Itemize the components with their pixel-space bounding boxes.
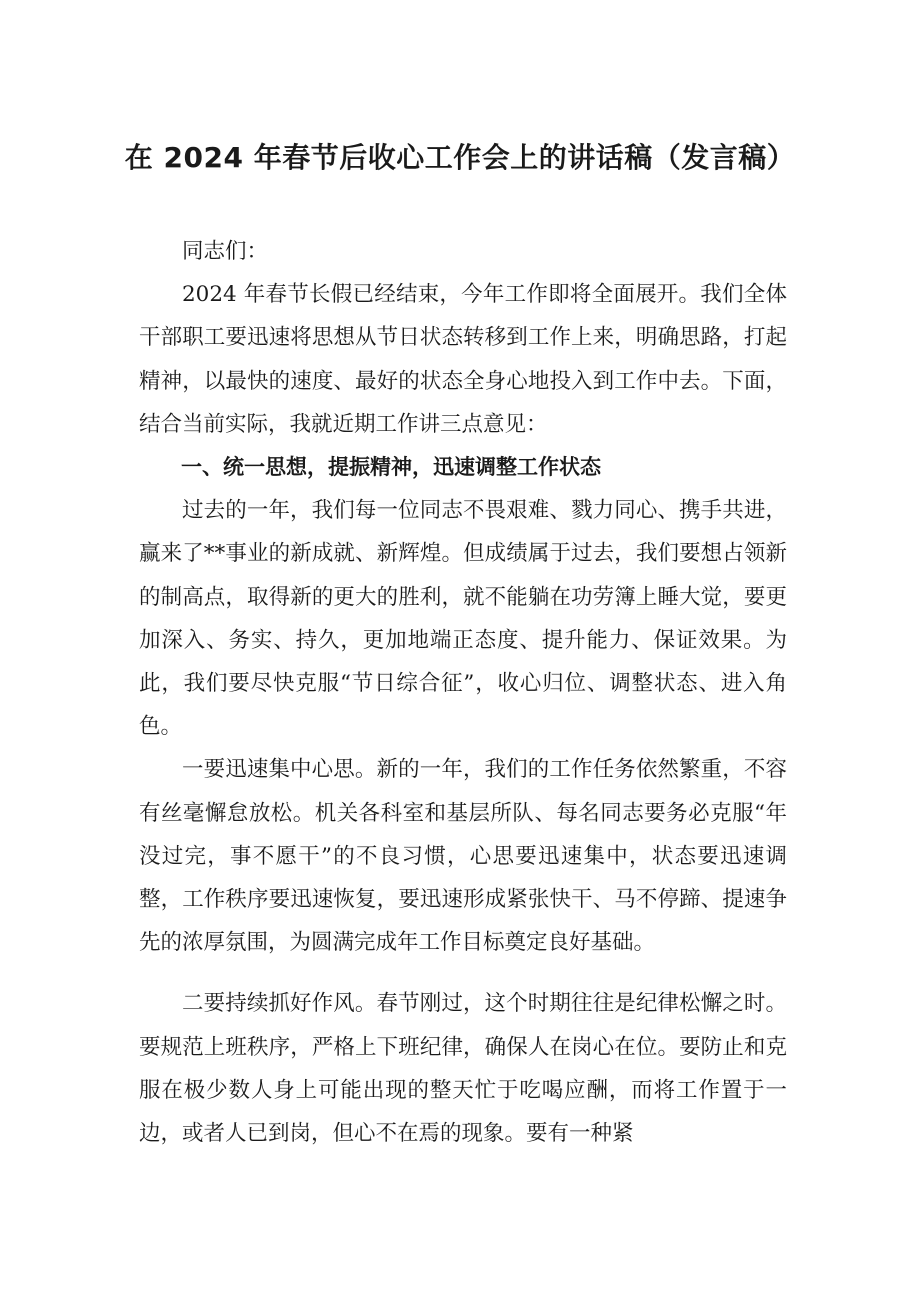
paragraph-intro: 2024 年春节长假已经结束，今年工作即将全面展开。我们全体干部职工要迅速将思想从节日状态转移到工作上来，明确思路，打起精神，以最快的速度、最好的状态全身心地投入到工作中去。下面，结合当前实际，我就近期工作讲三点意见：: [139, 282, 787, 437]
paragraph-2: 一要迅速集中心思。新的一年，我们的工作任务依然繁重，不容有丝毫懈怠放松。机关各科室和基层所队、每名同志要务必克服“年没过完，事不愿干”的不良习惯，心思要迅速集中，状态要迅速调整，工作秩序要迅速恢复，要迅速形成紧张快干、马不停蹄、提速争先的浓厚氛围，为圆满完成年工作目标奠定良好基础。: [139, 757, 787, 956]
document-title: 在 2024 年春节后收心工作会上的讲话稿（发言稿）: [124, 141, 796, 174]
salutation: 同志们：: [182, 239, 269, 264]
document-body: [139, 230, 787, 1155]
paragraph-1: 过去的一年，我们每一位同志不畏艰难、戮力同心、携手共进，赢来了**事业的新成就、新辉煌。但成绩属于过去，我们要想占领新的制高点，取得新的更大的胜利，就不能躺在功劳簿上睡大觉，要更加深入、务实、持久，更加地端正态度、提升能力、保证效果。为此，我们要尽快克服“节日综合征”，收心归位、调整状态、进入角色。: [139, 498, 787, 740]
paragraph-spacer: [139, 964, 787, 982]
section-heading-1: 一、统一思想，提振精神，迅速调整工作状态: [181, 455, 601, 480]
paragraph-3: 二要持续抓好作风。春节刚过，这个时期往往是纪律松懈之时。要规范上班秩序，严格上下班纪律，确保人在岗心在位。要防止和克服在极少数人身上可能出现的整天忙于吃喝应酬，而将工作置于一边，或者人已到岗，但心不在焉的现象。要有一种紧: [139, 991, 787, 1147]
